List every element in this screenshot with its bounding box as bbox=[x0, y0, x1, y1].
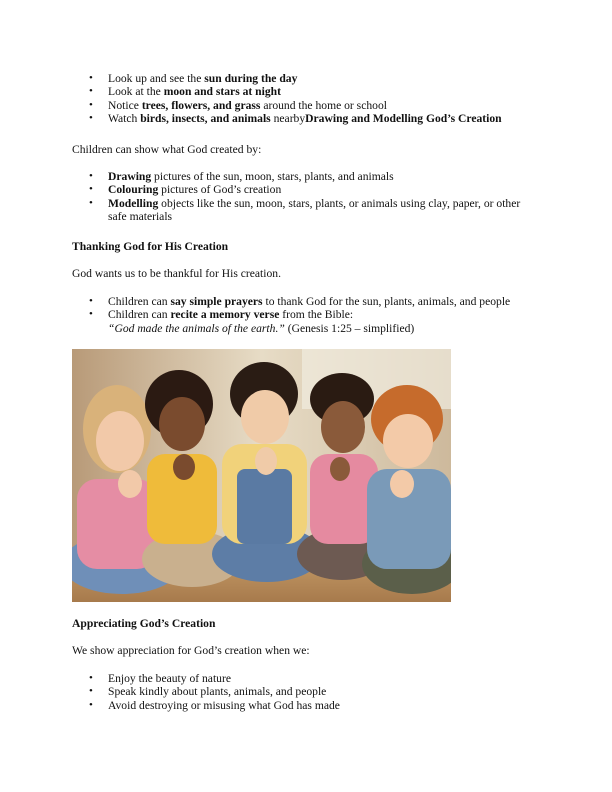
list-item: • Speak kindly about plants, animals, and people bbox=[72, 685, 542, 698]
photo-illustration bbox=[72, 349, 451, 602]
drawing-list bbox=[72, 170, 542, 224]
list-item: • Children can recite a memory verse from the Bible: “God made the animals of the earth.” (Genesis 1:25 – simplified) bbox=[72, 308, 552, 335]
section-heading-thanking: Thanking God for His Creation bbox=[72, 240, 229, 253]
thankful-paragraph: God wants us to be thankful for His creation. bbox=[72, 267, 281, 280]
appreciation-list bbox=[72, 672, 542, 712]
list-item: • Enjoy the beauty of nature bbox=[72, 672, 542, 685]
list-item: • Modelling objects like the sun, moon, stars, plants, or animals using clay, paper, or other safe materials bbox=[72, 197, 542, 224]
children-praying-photo bbox=[72, 349, 451, 602]
intro-paragraph: Children can show what God created by: bbox=[72, 143, 262, 156]
list-item: • Drawing pictures of the sun, moon, stars, plants, and animals bbox=[72, 170, 542, 183]
list-item: • Look up and see the sun during the day bbox=[72, 72, 542, 85]
list-item: • Children can say simple prayers to thank God for the sun, plants, animals, and people bbox=[72, 295, 552, 308]
list-item: • Notice trees, flowers, and grass around the home or school bbox=[72, 99, 542, 112]
section-heading-appreciating: Appreciating God’s Creation bbox=[72, 617, 216, 630]
list-item: • Avoid destroying or misusing what God has made bbox=[72, 699, 542, 712]
list-item: • Look at the moon and stars at night bbox=[72, 85, 542, 98]
observation-list bbox=[72, 72, 542, 126]
appreciation-paragraph: We show appreciation for God’s creation when we: bbox=[72, 644, 310, 657]
list-item: • Watch birds, insects, and animals nearbyDrawing and Modelling God’s Creation bbox=[72, 112, 542, 125]
prayer-list bbox=[72, 295, 552, 335]
list-item: • Colouring pictures of God’s creation bbox=[72, 183, 542, 196]
memory-verse-quote: “God made the animals of the earth.” bbox=[108, 321, 285, 335]
